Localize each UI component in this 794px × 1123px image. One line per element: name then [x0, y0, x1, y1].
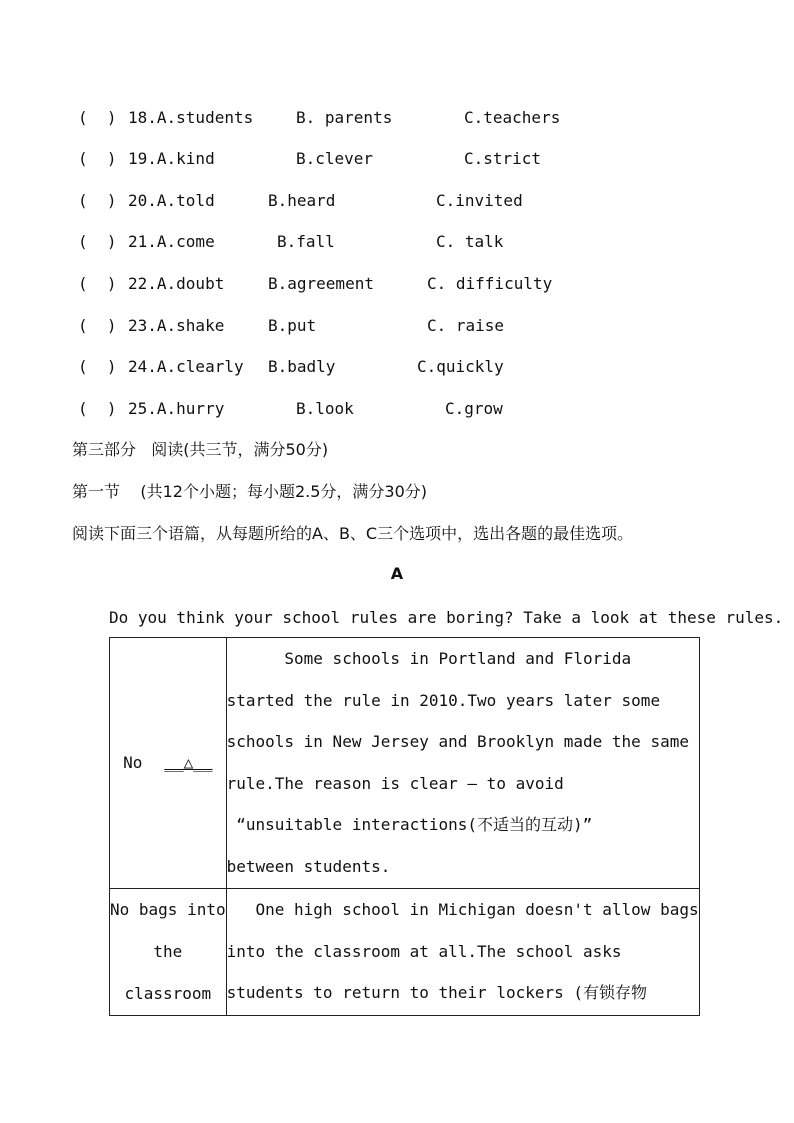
answer-blank: __△__ [164, 752, 213, 772]
rule-description-line: “unsuitable interactions(不适当的互动)” [226, 815, 593, 835]
passage-intro: Do you think your school rules are boring? Take a look at these rules. [109, 608, 784, 627]
option-c: C. difficulty [427, 274, 553, 293]
option-c: C.teachers [464, 108, 561, 127]
answer-bracket: ( ) [78, 274, 117, 293]
option-a: 22.A.doubt [128, 274, 225, 293]
option-a: 19.A.kind [128, 149, 215, 168]
question-row [78, 106, 678, 130]
rule-name-line: No bags into [110, 899, 226, 919]
rule-description-line: into the classroom at all.The school asks [226, 941, 622, 961]
question-row [78, 397, 678, 421]
rule-name-cell [110, 638, 227, 889]
answer-bracket: ( ) [78, 399, 117, 418]
rule-description-cell [226, 638, 699, 889]
rule-description-line: between students. [226, 856, 391, 876]
option-a: 21.A.come [128, 232, 215, 251]
rule-name-prefix: No [123, 752, 143, 772]
option-c: C. raise [427, 316, 505, 335]
answer-bracket: ( ) [78, 357, 117, 376]
option-b: B.fall [277, 232, 335, 251]
rule-name-line: classroom [124, 983, 212, 1003]
question-row [78, 272, 678, 296]
option-a: 18.A.students [128, 108, 254, 127]
part-heading: 第三部分 阅读(共三节，满分50分) [72, 440, 329, 459]
rule-description-line: schools in New Jersey and Brooklyn made the same [226, 732, 689, 752]
option-b: B.heard [268, 191, 336, 210]
option-a: 25.A.hurry [128, 399, 225, 418]
answer-bracket: ( ) [78, 149, 117, 168]
answer-bracket: ( ) [78, 316, 117, 335]
question-row [78, 147, 678, 171]
rule-description-line: started the rule in 2010.Two years later some [226, 690, 661, 710]
option-b: B.badly [268, 357, 336, 376]
answer-bracket: ( ) [78, 191, 117, 210]
table-row [110, 888, 700, 1015]
question-row [78, 230, 678, 254]
option-a: 23.A.shake [128, 316, 225, 335]
question-row [78, 314, 678, 338]
instruction-text: 阅读下面三个语篇，从每题所给的A、B、C三个选项中，选出各题的最佳选项。 [72, 524, 634, 543]
answer-bracket: ( ) [78, 108, 117, 127]
rule-name-line: the [153, 941, 183, 961]
question-row [78, 355, 678, 379]
option-b: B.put [268, 316, 317, 335]
option-a: 24.A.clearly [128, 357, 244, 376]
option-c: C.strict [464, 149, 542, 168]
rule-name-cell [110, 888, 227, 1015]
option-b: B. parents [296, 108, 393, 127]
option-c: C.grow [445, 399, 503, 418]
answer-bracket: ( ) [78, 232, 117, 251]
option-b: B.clever [296, 149, 374, 168]
rule-description-cell [226, 888, 699, 1015]
rule-description-line: Some schools in Portland and Florida [226, 649, 632, 668]
option-b: B.agreement [268, 274, 374, 293]
section-heading: 第一节 (共12个小题；每小题2.5分，满分30分) [72, 482, 427, 501]
option-a: 20.A.told [128, 191, 215, 210]
option-b: B.look [296, 399, 354, 418]
rules-table [109, 637, 700, 1016]
rule-description-line: One high school in Michigan doesn't allow bags [226, 900, 699, 920]
rule-description-line: students to return to their lockers (有锁存物 [226, 983, 648, 1003]
table-row [110, 638, 700, 889]
option-c: C. talk [436, 232, 504, 251]
option-c: C.quickly [417, 357, 504, 376]
rule-description-line: rule.The reason is clear — to avoid [226, 773, 564, 793]
passage-letter: A [390, 564, 404, 583]
question-row [78, 189, 678, 213]
option-c: C.invited [436, 191, 523, 210]
